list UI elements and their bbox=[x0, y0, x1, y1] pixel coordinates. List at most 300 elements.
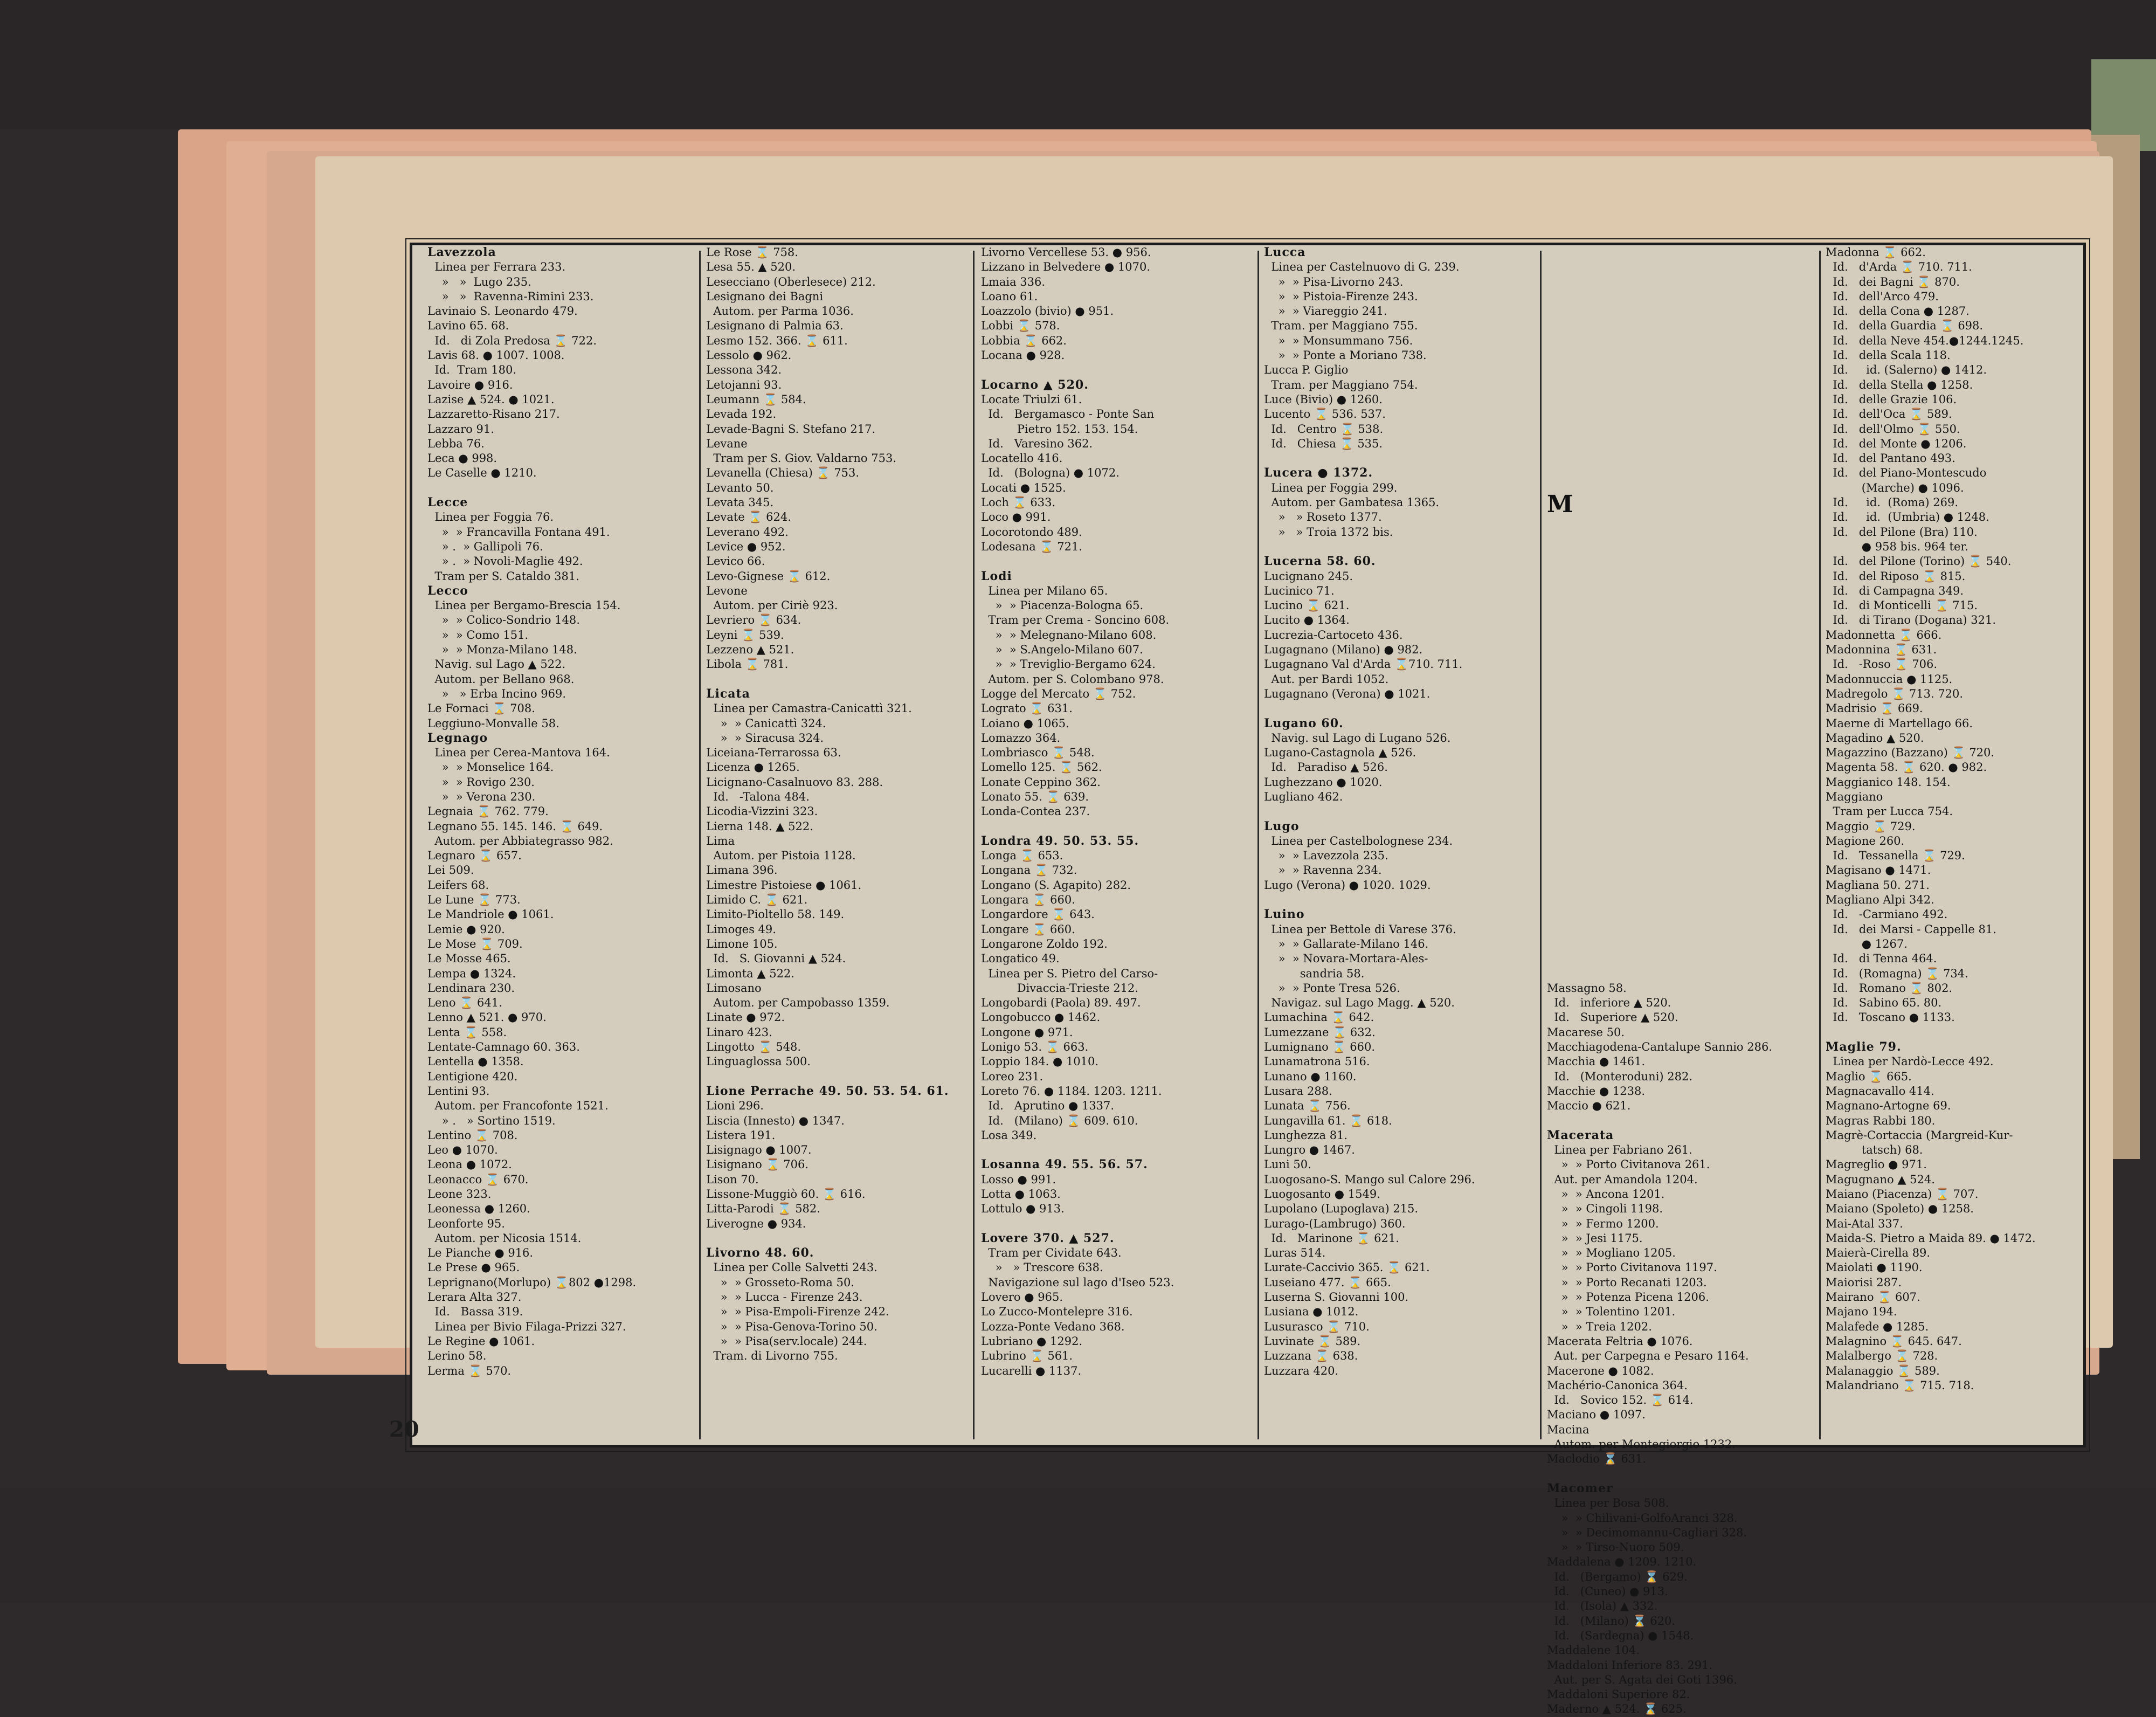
index-entry: Levone bbox=[706, 584, 748, 597]
index-entry: Mairano ⌛ 607. bbox=[1826, 1291, 1920, 1304]
index-entry: Letojanni 93. bbox=[706, 378, 782, 391]
index-entry: Loiano ● 1065. bbox=[981, 716, 1069, 730]
index-entry: Losa 349. bbox=[981, 1128, 1037, 1142]
index-entry bbox=[981, 1143, 1250, 1157]
index-entry: Id. inferiore ▲ 520. bbox=[1547, 996, 1671, 1010]
index-entry: Id. del Monte ● 1206. bbox=[1826, 437, 1967, 450]
index-heading: Macerata bbox=[1547, 1128, 1614, 1142]
column-divider bbox=[1257, 251, 1259, 1439]
index-entry: » » Canicattì 324. bbox=[706, 716, 826, 730]
index-entry: Longa ⌛ 653. bbox=[981, 849, 1063, 863]
index-heading: Legnago bbox=[427, 730, 488, 745]
index-entry: » » Mogliano 1205. bbox=[1547, 1246, 1676, 1260]
index-entry: Linea per Castelbolognese 234. bbox=[1264, 834, 1453, 847]
index-entry: Macchiagodena-Cantalupe Sannio 286. bbox=[1547, 1040, 1773, 1054]
index-entry: ● 958 bis. 964 ter. bbox=[1826, 540, 1968, 553]
index-entry: » » Monza-Milano 148. bbox=[427, 643, 577, 657]
index-entry: Lunghezza 81. bbox=[1264, 1128, 1348, 1142]
index-entry: Leverano 492. bbox=[706, 525, 789, 539]
index-entry: Aut. per S. Agata dei Goti 1396. bbox=[1547, 1673, 1737, 1686]
index-entry: Longano (S. Agapito) 282. bbox=[981, 878, 1131, 892]
index-entry: Magreglio ● 971. bbox=[1826, 1158, 1927, 1171]
index-entry: Madonnetta ⌛ 666. bbox=[1826, 628, 1942, 642]
index-entry bbox=[1547, 245, 1816, 260]
index-entry: Leno ⌛ 641. bbox=[427, 996, 502, 1010]
index-entry: Madregolo ⌛ 713. 720. bbox=[1826, 687, 1964, 700]
index-entry: Limone 105. bbox=[706, 937, 778, 950]
index-entry: » » Lugo 235. bbox=[427, 275, 531, 288]
index-entry: Lempa ● 1324. bbox=[427, 967, 516, 980]
index-entry: Lucino ⌛ 621. bbox=[1264, 599, 1350, 612]
index-entry: Leumann ⌛ 584. bbox=[706, 392, 806, 406]
index-entry: Longatico 49. bbox=[981, 952, 1060, 966]
index-heading: Lecco bbox=[427, 583, 468, 598]
index-entry: Navig. sul Lago di Lugano 526. bbox=[1264, 731, 1451, 744]
dark-background-bottom bbox=[0, 1488, 2156, 1603]
index-entry: Liscia (Innesto) ● 1347. bbox=[706, 1114, 845, 1127]
index-entry: » » Verona 230. bbox=[427, 790, 536, 803]
index-entry: Magnacavallo 414. bbox=[1826, 1084, 1934, 1098]
section-letter-heading: M bbox=[1547, 491, 1573, 518]
index-entry bbox=[1547, 260, 1816, 274]
index-entry: Lupolano (Lupoglava) 215. bbox=[1264, 1202, 1419, 1216]
index-entry: Macchia ● 1461. bbox=[1547, 1055, 1646, 1068]
index-entry: Id. -Carmiano 492. bbox=[1826, 908, 1948, 921]
index-entry: Lentella ● 1358. bbox=[427, 1055, 524, 1068]
index-entry: Lonato 55. ⌛ 639. bbox=[981, 790, 1089, 803]
index-entry: Lisignago ● 1007. bbox=[706, 1143, 812, 1157]
index-entry: Id. (Milano) ⌛ 609. 610. bbox=[981, 1114, 1138, 1127]
index-entry: Id. Tram 180. bbox=[427, 363, 517, 377]
index-entry: » » Ponte Tresa 526. bbox=[1264, 981, 1400, 995]
index-entry: Id. (Bologna) ● 1072. bbox=[981, 466, 1120, 480]
index-entry: Lazzaro 91. bbox=[427, 422, 494, 436]
index-entry: Levice ● 952. bbox=[706, 540, 786, 553]
dark-background-top bbox=[0, 0, 2156, 129]
index-entry: Lendinara 230. bbox=[427, 981, 515, 995]
index-entry: » » Roseto 1377. bbox=[1264, 511, 1382, 524]
index-entry: » » Ravenna-Rimini 233. bbox=[427, 289, 594, 303]
index-entry: Lusara 288. bbox=[1264, 1084, 1332, 1098]
index-entry: Luce (Bivio) ● 1260. bbox=[1264, 392, 1383, 406]
index-entry: Le Pianche ● 916. bbox=[427, 1246, 534, 1260]
index-entry bbox=[1547, 804, 1816, 819]
index-entry: Lentino ⌛ 708. bbox=[427, 1128, 518, 1142]
index-entry: Losso ● 991. bbox=[981, 1173, 1056, 1186]
index-entry: Lubriano ● 1292. bbox=[981, 1334, 1083, 1348]
index-entry: Lumachina ⌛ 642. bbox=[1264, 1011, 1374, 1024]
index-heading: Lodi bbox=[981, 569, 1012, 583]
index-entry: Lumignano ⌛ 660. bbox=[1264, 1040, 1376, 1054]
index-entry: Maccio ● 621. bbox=[1547, 1099, 1631, 1113]
index-heading: Lecce bbox=[427, 495, 468, 510]
index-entry: Le Caselle ● 1210. bbox=[427, 466, 537, 480]
index-entry: Lesmo 152. 366. ⌛ 611. bbox=[706, 334, 848, 347]
index-entry: Id. di Monticelli ⌛ 715. bbox=[1826, 599, 1978, 612]
index-table-frame bbox=[410, 243, 2086, 1716]
index-heading: Lavezzola bbox=[427, 245, 496, 259]
index-entry: Lobbi ⌛ 578. bbox=[981, 319, 1060, 333]
index-entry bbox=[1547, 746, 1816, 760]
index-entry: » » Piacenza-Bologna 65. bbox=[981, 599, 1144, 612]
index-entry bbox=[1547, 363, 1816, 377]
index-entry: Leggiuno-Monvalle 58. bbox=[427, 716, 559, 730]
index-entry: Id. di Campagna 349. bbox=[1826, 584, 1964, 597]
index-entry: » » Viareggio 241. bbox=[1264, 305, 1387, 318]
index-column-3 bbox=[981, 245, 1250, 1445]
index-entry: Id. del Pilone (Torino) ⌛ 540. bbox=[1826, 555, 2012, 568]
index-entry: Levriero ⌛ 634. bbox=[706, 613, 801, 627]
index-entry bbox=[1547, 628, 1816, 643]
index-entry: Macerone ● 1082. bbox=[1547, 1364, 1654, 1377]
index-entry: sandria 58. bbox=[1264, 967, 1365, 980]
index-entry: Divaccia-Trieste 212. bbox=[981, 981, 1139, 995]
index-entry: Lerma ⌛ 570. bbox=[427, 1364, 512, 1377]
index-entry bbox=[706, 672, 965, 687]
index-entry bbox=[1547, 437, 1816, 451]
index-entry: » » Porto Civitanova 261. bbox=[1547, 1158, 1710, 1171]
index-entry: Id. (Romagna) ⌛ 734. bbox=[1826, 967, 1968, 980]
index-entry: Id. Tessanella ⌛ 729. bbox=[1826, 849, 1965, 863]
index-entry: Tram per Lucca 754. bbox=[1826, 805, 1953, 818]
index-entry: Luzzana ⌛ 638. bbox=[1264, 1349, 1358, 1363]
index-entry: Madrisio ⌛ 669. bbox=[1826, 702, 1923, 715]
index-entry: Maiolati ● 1190. bbox=[1826, 1261, 1923, 1274]
index-heading: Luino bbox=[1264, 907, 1305, 922]
index-entry bbox=[1547, 878, 1816, 893]
index-entry: » » Decimomannu-Cagliari 328. bbox=[1547, 1526, 1747, 1539]
index-entry: Levanella (Chiesa) ⌛ 753. bbox=[706, 466, 860, 480]
index-entry bbox=[1547, 304, 1816, 319]
index-entry: Id. della Stella ● 1258. bbox=[1826, 378, 1973, 391]
index-entry: » » Ponte a Moriano 738. bbox=[1264, 349, 1427, 362]
index-entry bbox=[1547, 1114, 1816, 1128]
index-entry: » » Pisa(serv.locale) 244. bbox=[706, 1334, 867, 1348]
index-entry: Lavino 65. 68. bbox=[427, 319, 509, 333]
index-entry: Linea per Fabriano 261. bbox=[1547, 1143, 1692, 1157]
index-entry: Lentate-Camnago 60. 363. bbox=[427, 1040, 580, 1054]
index-entry: Linea per Camastra-Canicattì 321. bbox=[706, 702, 912, 715]
index-entry: Liverogne ● 934. bbox=[706, 1217, 806, 1230]
index-entry: Lubrino ⌛ 561. bbox=[981, 1349, 1073, 1363]
index-entry: Levata 345. bbox=[706, 496, 774, 509]
index-entry: Lomello 125. ⌛ 562. bbox=[981, 761, 1102, 774]
index-entry: Magisano ● 1471. bbox=[1826, 864, 1931, 877]
index-entry: Tram. per Maggiano 755. bbox=[1264, 319, 1418, 333]
index-entry bbox=[1547, 554, 1816, 569]
index-entry: Maierà-Cirella 89. bbox=[1826, 1246, 1931, 1260]
index-entry: Id. Bassa 319. bbox=[427, 1305, 523, 1319]
index-entry: » » Porto Recanati 1203. bbox=[1547, 1275, 1707, 1289]
index-entry: » » Gallarate-Milano 146. bbox=[1264, 937, 1429, 950]
index-entry: Magliana 50. 271. bbox=[1826, 878, 1930, 892]
index-entry bbox=[1547, 598, 1816, 613]
index-entry: Loch ⌛ 633. bbox=[981, 496, 1056, 509]
index-entry: Longarone Zoldo 192. bbox=[981, 937, 1108, 950]
index-entry: Autom. per Bellano 968. bbox=[427, 672, 575, 686]
index-entry: » » Ancona 1201. bbox=[1547, 1188, 1665, 1201]
index-entry bbox=[1547, 319, 1816, 333]
index-entry: Longare ⌛ 660. bbox=[981, 922, 1075, 936]
index-entry bbox=[1547, 289, 1816, 304]
index-heading: Losanna 49. 55. 56. 57. bbox=[981, 1157, 1148, 1172]
index-entry: Tram per S. Cataldo 381. bbox=[427, 569, 579, 583]
index-entry: Lucinico 71. bbox=[1264, 584, 1335, 597]
index-entry: » » Tolentino 1201. bbox=[1547, 1305, 1676, 1319]
index-entry: Le Prese ● 965. bbox=[427, 1261, 520, 1274]
index-entry: » » S.Angelo-Milano 607. bbox=[981, 643, 1143, 657]
index-entry: Lucrezia-Cartoceto 436. bbox=[1264, 628, 1403, 642]
index-entry bbox=[1547, 951, 1816, 966]
index-entry bbox=[1547, 657, 1816, 672]
index-entry: Lunano ● 1160. bbox=[1264, 1070, 1357, 1083]
index-entry: Lesecciano (Oberlesece) 212. bbox=[706, 275, 876, 288]
index-entry: Linea per Foggia 299. bbox=[1264, 481, 1398, 494]
index-entry bbox=[1547, 643, 1816, 657]
index-entry: Mai-Atal 337. bbox=[1826, 1217, 1903, 1230]
index-entry: Lotta ● 1063. bbox=[981, 1188, 1061, 1201]
index-entry: Leona ● 1072. bbox=[427, 1158, 512, 1171]
index-entry: Leonacco ⌛ 670. bbox=[427, 1173, 529, 1186]
index-entry: Autom. per Gambatesa 1365. bbox=[1264, 496, 1440, 509]
index-entry: Licenza ● 1265. bbox=[706, 761, 800, 774]
index-entry: Maiano (Spoleto) ● 1258. bbox=[1826, 1202, 1974, 1216]
index-entry: Litta-Parodi ⌛ 582. bbox=[706, 1202, 820, 1216]
index-entry: Longana ⌛ 732. bbox=[981, 864, 1077, 877]
index-entry: Loco ● 991. bbox=[981, 511, 1051, 524]
index-heading: Maglie 79. bbox=[1826, 1040, 1902, 1054]
index-entry: Locate Triulzi 61. bbox=[981, 392, 1082, 406]
index-entry: Linea per S. Pietro del Carso- bbox=[981, 967, 1158, 980]
index-entry: Tram per Cividate 643. bbox=[981, 1246, 1122, 1260]
index-entry: » . » Gallipoli 76. bbox=[427, 540, 543, 553]
index-entry: Lucito ● 1364. bbox=[1264, 613, 1350, 627]
index-entry: Aut. per Amandola 1204. bbox=[1547, 1173, 1698, 1186]
index-heading: Lucera ● 1372. bbox=[1264, 466, 1373, 480]
index-entry: Id. dell'Oca ⌛ 589. bbox=[1826, 408, 1952, 421]
index-entry bbox=[981, 819, 1250, 834]
index-entry: Lentigione 420. bbox=[427, 1070, 518, 1083]
index-entry: Linea per Cerea-Mantova 164. bbox=[427, 746, 610, 760]
index-entry: Navig. sul Lago ▲ 522. bbox=[427, 658, 566, 671]
index-entry: Lograto ⌛ 631. bbox=[981, 702, 1073, 715]
index-entry: Limestre Pistoiese ● 1061. bbox=[706, 878, 862, 892]
index-entry: » » Lucca - Firenze 243. bbox=[706, 1291, 863, 1304]
column-divider bbox=[1540, 251, 1542, 1439]
index-entry bbox=[1547, 907, 1816, 922]
index-entry: Legnaia ⌛ 762. 779. bbox=[427, 805, 549, 818]
index-entry: Lozza-Ponte Vedano 368. bbox=[981, 1320, 1125, 1333]
index-entry: » » Chilivani-GolfoAranci 328. bbox=[1547, 1511, 1738, 1525]
index-entry: Lovero ● 965. bbox=[981, 1291, 1063, 1304]
index-entry: Id. (Bergamo) ⌛ 629. bbox=[1547, 1570, 1688, 1583]
index-entry: Id. dei Bagni ⌛ 870. bbox=[1826, 275, 1960, 288]
column-divider bbox=[699, 251, 701, 1439]
index-entry: Linea per Colle Salvetti 243. bbox=[706, 1261, 877, 1274]
index-entry: Magione 260. bbox=[1826, 834, 1905, 847]
index-heading: Lucerna 58. 60. bbox=[1264, 554, 1376, 569]
index-entry: Lioni 296. bbox=[706, 1099, 764, 1113]
index-entry: Lurate-Caccivio 365. ⌛ 621. bbox=[1264, 1261, 1430, 1274]
index-column-6 bbox=[1826, 245, 2079, 1445]
index-entry: Legnaro ⌛ 657. bbox=[427, 849, 522, 863]
index-entry: Lusiana ● 1012. bbox=[1264, 1305, 1359, 1319]
index-entry bbox=[1547, 378, 1816, 392]
index-entry: » » Treviglio-Bergamo 624. bbox=[981, 658, 1156, 671]
index-entry: Maggiano bbox=[1826, 790, 1883, 803]
index-entry: » » Jesi 1175. bbox=[1547, 1231, 1643, 1245]
index-entry: Majano 194. bbox=[1826, 1305, 1897, 1319]
index-entry: Loreo 231. bbox=[981, 1070, 1044, 1083]
index-entry: Id. della Guardia ⌛ 698. bbox=[1826, 319, 1984, 333]
index-entry: Lughezzano ● 1020. bbox=[1264, 775, 1383, 789]
index-entry: Lurago-(Lambrugo) 360. bbox=[1264, 1217, 1406, 1230]
index-entry: Lodesana ⌛ 721. bbox=[981, 540, 1083, 553]
index-entry: Id. di Tirano (Dogana) 321. bbox=[1826, 613, 1996, 627]
index-entry: Limonta ▲ 522. bbox=[706, 967, 794, 980]
index-entry: Lentini 93. bbox=[427, 1084, 490, 1098]
index-entry: Lunata ⌛ 756. bbox=[1264, 1099, 1351, 1113]
index-entry bbox=[1264, 451, 1533, 466]
index-entry: Limosano bbox=[706, 981, 762, 995]
index-entry: Maderno ▲ 524. ⌛ 625. bbox=[1547, 1702, 1687, 1716]
index-entry: Macchie ● 1238. bbox=[1547, 1084, 1646, 1098]
index-entry: » » Grosseto-Roma 50. bbox=[706, 1275, 854, 1289]
index-entry: Lisignano ⌛ 706. bbox=[706, 1158, 809, 1171]
index-entry: Autom. per Campobasso 1359. bbox=[706, 996, 890, 1010]
index-entry: » . » Sortino 1519. bbox=[427, 1114, 556, 1127]
index-entry: Massagno 58. bbox=[1547, 981, 1627, 995]
index-entry: Lebba 76. bbox=[427, 437, 485, 450]
index-entry bbox=[1547, 819, 1816, 834]
index-entry bbox=[1547, 275, 1816, 289]
index-entry: Lmaia 336. bbox=[981, 275, 1046, 288]
index-entry: Magazzino (Bazzano) ⌛ 720. bbox=[1826, 746, 1995, 760]
index-heading: Lugo bbox=[1264, 819, 1300, 833]
index-entry: Leyni ⌛ 539. bbox=[706, 628, 784, 642]
index-heading: Londra 49. 50. 53. 55. bbox=[981, 833, 1139, 848]
index-entry: Lazise ▲ 524. ● 1021. bbox=[427, 392, 555, 406]
index-entry: Maerne di Martellago 66. bbox=[1826, 716, 1973, 730]
index-entry: tatsch) 68. bbox=[1826, 1143, 1923, 1157]
index-entry: » » Pisa-Livorno 243. bbox=[1264, 275, 1404, 288]
index-entry bbox=[1547, 466, 1816, 480]
index-entry: Lottulo ● 913. bbox=[981, 1202, 1065, 1216]
index-entry: Malanaggio ⌛ 589. bbox=[1826, 1364, 1940, 1377]
index-entry: Linea per Milano 65. bbox=[981, 584, 1108, 597]
index-entry: Lombriasco ⌛ 548. bbox=[981, 746, 1095, 760]
index-entry bbox=[1264, 540, 1533, 554]
index-entry: » » Siracusa 324. bbox=[706, 731, 824, 744]
index-entry: Luserna S. Giovanni 100. bbox=[1264, 1291, 1409, 1304]
index-entry: Luseiano 477. ⌛ 665. bbox=[1264, 1275, 1391, 1289]
index-entry: » » Trescore 638. bbox=[981, 1261, 1103, 1274]
index-entry: Maciano ● 1097. bbox=[1547, 1408, 1646, 1422]
index-entry bbox=[1547, 922, 1816, 937]
index-entry bbox=[1547, 775, 1816, 790]
index-entry: Maida-S. Pietro a Maida 89. ● 1472. bbox=[1826, 1231, 2036, 1245]
index-entry: Levada 192. bbox=[706, 408, 777, 421]
index-entry: Lizzano in Belvedere ● 1070. bbox=[981, 260, 1151, 274]
index-entry: Le Mosse 465. bbox=[427, 952, 511, 966]
index-entry: » » Colico-Sondrio 148. bbox=[427, 613, 580, 627]
index-entry: Id. della Scala 118. bbox=[1826, 349, 1951, 362]
index-entry: Lima bbox=[706, 834, 735, 847]
index-entry: Lerara Alta 327. bbox=[427, 1291, 522, 1304]
index-entry: Maclodio ⌛ 631. bbox=[1547, 1452, 1647, 1466]
index-entry: Longone ● 971. bbox=[981, 1025, 1073, 1039]
index-entry: Leone 323. bbox=[427, 1188, 492, 1201]
index-entry: Lavinaio S. Leonardo 479. bbox=[427, 305, 578, 318]
index-entry: Machério-Canonica 364. bbox=[1547, 1378, 1688, 1392]
index-entry: Id. Centro ⌛ 538. bbox=[1264, 422, 1384, 436]
index-entry: Maddalene 104. bbox=[1547, 1644, 1640, 1657]
index-entry: Id. Romano ⌛ 802. bbox=[1826, 981, 1953, 995]
index-entry: Levane bbox=[706, 437, 748, 450]
index-entry: Leonessa ● 1260. bbox=[427, 1202, 530, 1216]
index-entry: Lenta ⌛ 558. bbox=[427, 1025, 507, 1039]
index-entry: Magrè-Cortaccia (Margreid-Kur- bbox=[1826, 1128, 2013, 1142]
index-entry bbox=[1547, 510, 1816, 525]
index-heading: Licata bbox=[706, 686, 750, 701]
index-entry: Licodia-Vizzini 323. bbox=[706, 805, 818, 818]
index-entry: Loazzolo (bivio) ● 951. bbox=[981, 305, 1114, 318]
index-entry: Madonnuccia ● 1125. bbox=[1826, 672, 1953, 686]
index-entry: Lenno ▲ 521. ● 970. bbox=[427, 1011, 547, 1024]
index-entry: Malafede ● 1285. bbox=[1826, 1320, 1929, 1333]
index-entry: Navigaz. sul Lago Magg. ▲ 520. bbox=[1264, 996, 1455, 1010]
index-entry: Macina bbox=[1547, 1423, 1590, 1436]
index-entry: » » Monselice 164. bbox=[427, 761, 554, 774]
index-entry: Lugagnano (Verona) ● 1021. bbox=[1264, 687, 1431, 700]
index-entry: Livorno Vercellese 53. ● 956. bbox=[981, 246, 1151, 259]
index-entry bbox=[1547, 967, 1816, 981]
index-entry: Lesignano di Palmia 63. bbox=[706, 319, 844, 333]
index-entry bbox=[427, 481, 692, 495]
index-entry: » » Pistoia-Firenze 243. bbox=[1264, 289, 1418, 303]
index-entry: Autom. per Abbiategrasso 982. bbox=[427, 834, 613, 847]
index-entry: Lavis 68. ● 1007. 1008. bbox=[427, 349, 565, 362]
index-entry bbox=[1264, 893, 1533, 907]
index-entry: Longobardi (Paola) 89. 497. bbox=[981, 996, 1141, 1010]
index-entry: » » Pisa-Genova-Torino 50. bbox=[706, 1320, 877, 1333]
index-entry bbox=[1547, 334, 1816, 348]
index-entry: Id. d'Arda ⌛ 710. 711. bbox=[1826, 260, 1972, 274]
index-entry bbox=[706, 1231, 965, 1246]
index-entry: Id. id. (Roma) 269. bbox=[1826, 496, 1959, 509]
index-entry: » » Porto Civitanova 1197. bbox=[1547, 1261, 1717, 1274]
index-entry: Linaro 423. bbox=[706, 1025, 772, 1039]
index-entry: Id. dell'Arco 479. bbox=[1826, 289, 1939, 303]
index-entry: Locana ● 928. bbox=[981, 349, 1065, 362]
column-divider bbox=[1819, 251, 1821, 1439]
index-entry: Lavoire ● 916. bbox=[427, 378, 513, 391]
index-entry: Lugagnano Val d'Arda ⌛710. 711. bbox=[1264, 658, 1463, 671]
index-entry bbox=[1547, 849, 1816, 863]
index-entry bbox=[1547, 613, 1816, 628]
index-entry: Lunamatrona 516. bbox=[1264, 1055, 1370, 1068]
index-entry: » » Erba Incino 969. bbox=[427, 687, 566, 700]
index-entry: Autom. per Montegiorgio 1232. bbox=[1547, 1438, 1736, 1451]
index-entry: Le Fornaci ⌛ 708. bbox=[427, 702, 535, 715]
index-entry: Lusurasco ⌛ 710. bbox=[1264, 1320, 1370, 1333]
index-entry: Libola ⌛ 781. bbox=[706, 658, 789, 671]
index-entry: Macarese 50. bbox=[1547, 1025, 1625, 1039]
index-entry bbox=[1547, 392, 1816, 407]
index-entry: Le Rose ⌛ 758. bbox=[706, 246, 798, 259]
index-entry: Tram. di Livorno 755. bbox=[706, 1349, 838, 1363]
index-entry: Madonnina ⌛ 631. bbox=[1826, 643, 1937, 657]
